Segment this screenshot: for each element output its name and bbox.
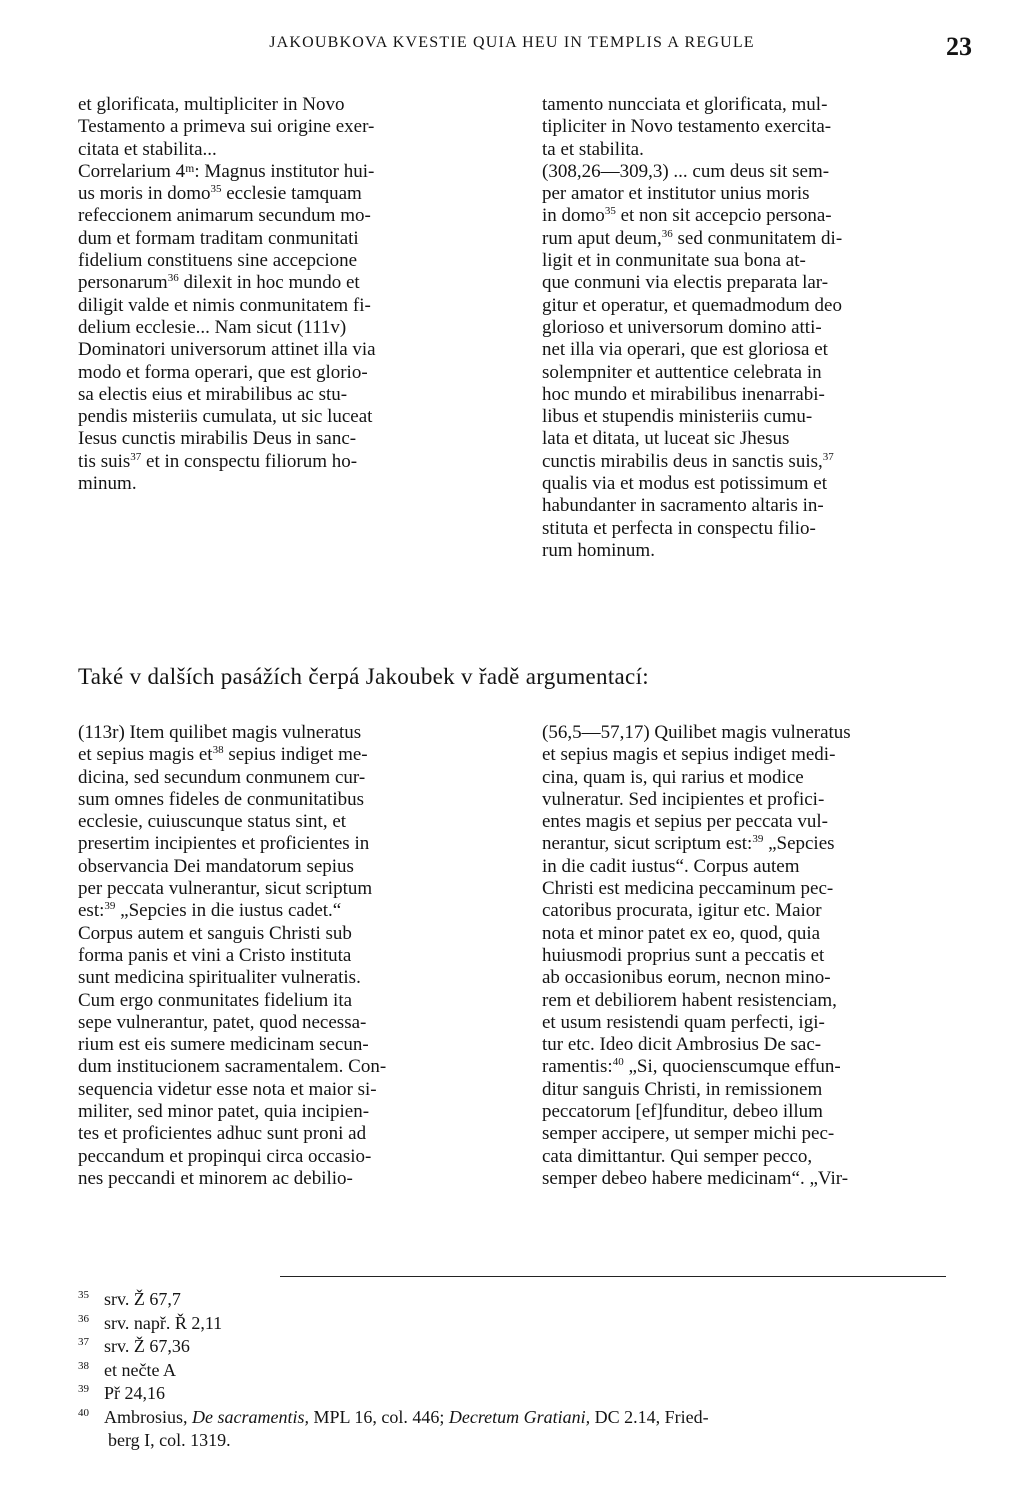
text-line: dicina, sed secundum conmunem cur-	[78, 766, 366, 788]
text-line: diligit valde et nimis conmunitatem fi-	[78, 294, 371, 316]
text-line: sa electis eius et mirabilibus ac stu-	[78, 383, 348, 405]
text-line: Iesus cunctis mirabilis Deus in sanc-	[78, 428, 357, 450]
text-line: (113r) Item quilibet magis vulneratus	[78, 722, 362, 743]
text-line: ta et stabilita.	[542, 138, 644, 160]
text-line: Dominatori universorum attinet illa via	[78, 339, 376, 361]
text-line: (56,5—57,17) Quilibet magis vulneratus	[542, 722, 851, 743]
text-line: rum hominum.	[542, 539, 655, 561]
text-line: dum et formam traditam conmunitati	[78, 227, 359, 249]
text-line: cata dimittantur. Qui semper pecco,	[542, 1145, 813, 1167]
text-line: refeccionem animarum secundum mo-	[78, 205, 371, 227]
text-line: ecclesie, cuiuscunque status sint, et	[78, 811, 347, 833]
top-left-column	[78, 94, 376, 495]
top-right-column	[542, 94, 842, 562]
text-line: militer, sed minor patet, quia incipien-	[78, 1101, 370, 1123]
footnote-rule	[280, 1276, 946, 1277]
bottom-left-column	[78, 722, 386, 1190]
text-line: Correlarium 4ᵐ: Magnus institutor hui-	[78, 160, 375, 182]
text-line: nerantur, sicut scriptum est:$^{39}$ „Sepcies	[542, 833, 835, 855]
text-line: huiusmodi proprius sunt a peccatis et	[542, 944, 825, 966]
footnote-ref: 39	[104, 900, 116, 913]
text-line: hoc mundo et mirabilibus inenarrabi-	[542, 383, 825, 405]
text-line: tes et proficientes adhuc sunt proni ad	[78, 1123, 367, 1145]
text-line: nes peccandi et minorem ac debilio-	[78, 1167, 353, 1189]
text-line: habundanter in sacramento altaris in-	[542, 495, 824, 517]
text-line: peccatorum [ef]funditur, debeo illum	[542, 1101, 823, 1123]
page-number: 23	[946, 32, 972, 61]
text-line: et sepius magis et sepius indiget medi-	[542, 744, 836, 766]
text-line: fidelium constituens sine accepcione	[78, 250, 358, 272]
text-line: Cum ergo conmunitates fidelium ita	[78, 989, 353, 1011]
footnote-ref: 37	[130, 450, 142, 463]
footnote: 38 et nečte A	[78, 1359, 176, 1380]
text-line: catoribus procurata, igitur etc. Maior	[542, 900, 822, 922]
footnote-ref: 38	[212, 744, 224, 757]
text-line: pendis misteriis cumulata, ut sic luceat	[78, 406, 373, 428]
text-line: Corpus autem et sanguis Christi sub	[78, 922, 352, 944]
footnote-ref: 37	[822, 450, 834, 463]
footnote: 39 Př 24,16	[78, 1383, 166, 1403]
text-line: et glorificata, multipliciter in Novo	[78, 94, 345, 115]
footnote-ref: 36	[661, 227, 673, 240]
text-line: Testamento a primeva sui origine exer-	[78, 116, 375, 138]
text-line: rem et debiliorem habent resistenciam,	[542, 989, 837, 1011]
footnote-ref: 39	[752, 833, 764, 846]
text-line: semper debeo habere medicinam“. „Vir-	[542, 1167, 849, 1189]
text-line: modo et forma operari, que est glorio-	[78, 361, 368, 383]
text-line: in die cadit iustus“. Corpus autem	[542, 855, 800, 877]
text-line: cina, quam is, qui rarius et modice	[542, 766, 804, 788]
text-line: per amator et institutor unius moris	[542, 183, 810, 205]
text-line: ligit et in conmunitate sua bona at-	[542, 250, 806, 272]
footnote: 37 srv. Ž 67,36	[78, 1336, 190, 1356]
footnote: 35 srv. Ž 67,7	[78, 1289, 181, 1309]
footnote: 40 Ambrosius, De sacramentis, MPL 16, col. 446; Decretum Gratiani, DC 2.14, Fried-	[78, 1406, 709, 1427]
text-line: in domo$^{35}$ et non sit accepcio persona-	[542, 205, 832, 227]
text-line: (308,26—309,3) ... cum deus sit sem-	[542, 160, 830, 182]
text-line: ditur sanguis Christi, in remissionem	[542, 1078, 823, 1100]
text-line: presertim incipientes et proficientes in	[78, 833, 370, 855]
text-line: tur etc. Ideo dicit Ambrosius De sac-	[542, 1034, 822, 1056]
text-line: tamento nuncciata et glorificata, mul-	[542, 94, 828, 115]
text-line: entes magis et sepius per peccata vul-	[542, 811, 828, 833]
text-line: nota et minor patet ex eo, quod, quia	[542, 922, 821, 944]
text-line: personarum$^{36}$ dilexit in hoc mundo et	[78, 272, 360, 294]
text-line: est:$^{39}$ „Sepcies in die iustus cadet.“	[78, 900, 342, 922]
text-line: minum.	[78, 473, 137, 495]
text-line: qualis via et modus est potissimum et	[542, 473, 827, 495]
text-line: rum aput deum,$^{36}$ sed conmunitatem di-	[542, 227, 843, 249]
text-line: lata et ditata, ut luceat sic Jhesus	[542, 428, 790, 450]
text-line: sunt medicina spiritualiter vulneratis.	[78, 967, 361, 989]
text-line: glorioso et universorum domino atti-	[542, 316, 822, 338]
text-line: sum omnes fideles de conmunitatibus	[78, 788, 365, 810]
text-line: vulneratur. Sed incipientes et profici-	[542, 788, 825, 810]
text-line: solempniter et auttentice celebrata in	[542, 361, 822, 383]
footnote-ref: 36	[167, 272, 179, 285]
text-line: libus et stupendis ministeriis cumu-	[542, 406, 813, 428]
text-line: et usum resistendi quam perfecti, igi-	[542, 1011, 825, 1033]
text-line: et sepius magis $et^{38}$ sepius indiget me-	[78, 744, 368, 766]
text-line: sequencia videtur esse nota et maior si-	[78, 1078, 377, 1100]
text-line: ramentis:$^{40}$ „Si, quocienscumque effun-	[542, 1056, 841, 1078]
text-line: tis suis$^{37}$ et in conspectu filiorum ho-	[78, 450, 358, 472]
text-line: semper accipere, ut semper michi pec-	[542, 1123, 835, 1145]
text-line: tipliciter in Novo testamento exercita-	[542, 116, 832, 138]
text-line: stituta et perfecta in conspectu filio-	[542, 517, 816, 539]
running-head: JAKOUBKOVA KVESTIE QUIA HEU IN TEMPLIS A REGULE	[269, 34, 755, 51]
text-line: peccandum et propinqui circa occasio-	[78, 1145, 372, 1167]
text-line: Christi est medicina peccaminum pec-	[542, 878, 834, 900]
text-line: que conmuni via electis preparata lar-	[542, 272, 829, 294]
text-line: observancia Dei mandatorum sepius	[78, 855, 354, 877]
text-line: cunctis mirabilis deus in sanctis suis,$^{37}$	[542, 450, 834, 472]
text-line: citata et stabilita...	[78, 138, 217, 160]
footnote-continuation: berg I, col. 1319.	[108, 1430, 231, 1450]
footnote-ref: 40	[612, 1056, 624, 1069]
footnotes	[78, 1288, 958, 1453]
footnote-ref: 35	[210, 183, 222, 196]
text-line: dum institucionem sacramentalem. Con-	[78, 1056, 387, 1078]
text-line: sepe vulnerantur, patet, quod necessa-	[78, 1011, 367, 1033]
text-line: us moris in domo$^{35}$ ecclesie tamquam	[78, 183, 362, 205]
text-line: per peccata vulnerantur, sicut scriptum	[78, 878, 373, 900]
footnote: 36 srv. např. Ř 2,11	[78, 1312, 223, 1333]
text-line: gitur et operatur, et quemadmodum deo	[542, 294, 842, 316]
bottom-right-column	[542, 722, 851, 1190]
text-line: ab occasionibus eorum, necnon mino-	[542, 967, 831, 989]
text-line: delium ecclesie... Nam sicut (111v)	[78, 316, 347, 338]
text-line: net illa via operari, que est gloriosa et	[542, 339, 828, 361]
text-line: forma panis et vini a Cristo instituta	[78, 944, 352, 966]
text-line: rium est eis sumere medicinam secun-	[78, 1034, 369, 1056]
section-heading: Také v dalších pasážích čerpá Jakoubek v řadě argumentací:	[78, 664, 649, 689]
footnote-ref: 35	[604, 205, 616, 218]
